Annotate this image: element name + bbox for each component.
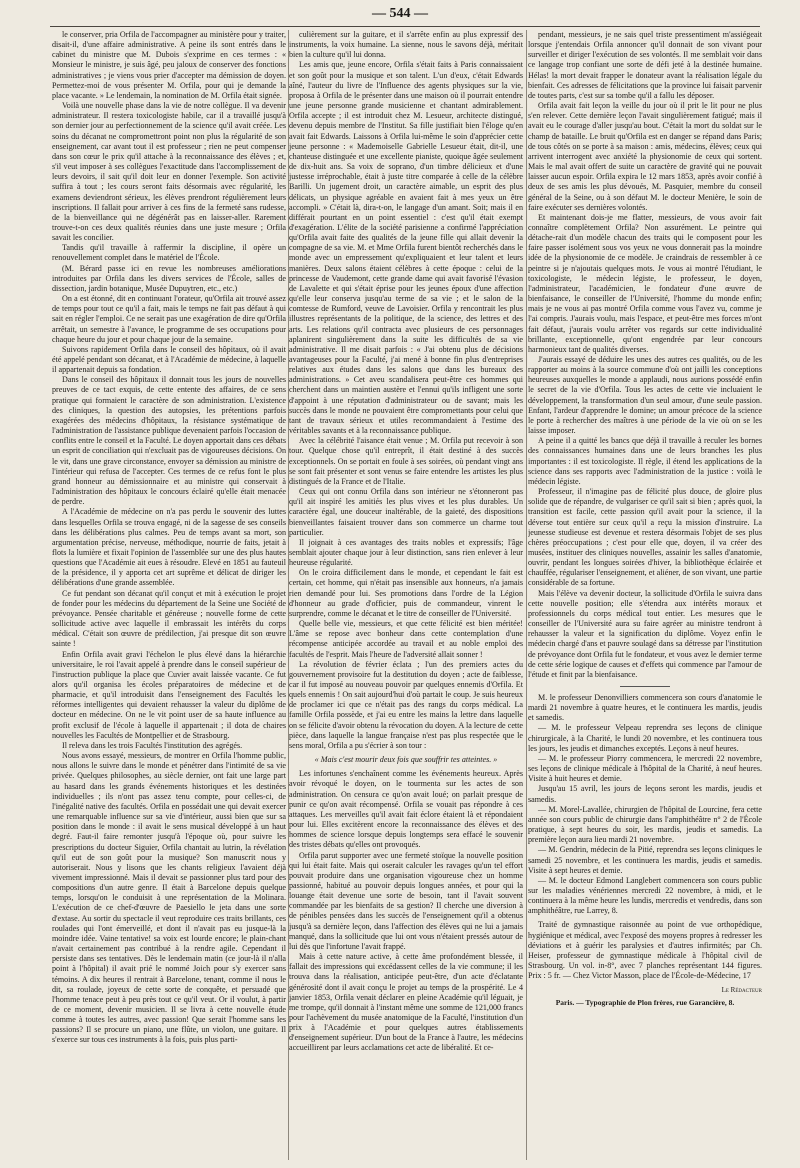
column-3 (528, 30, 762, 1162)
paragraph: Les infortunes s'enchaînent comme les événements heureux. Après avoir révoqué le doyen, on le tourmenta sur les actes de son administration. On censura ce qu'on avait loué; on parlait presque de punir ce qu'on avait récompensé. Orfila se vouait pas répondre à ces attaques. Les merveilles qu'il avait fait éclore étaient là et répondaient pour lui. Elles excitèrent encore la reconnaissance des élèves et des hommes de science lorsque depuis longtemps sera effacé le souvenir des tristes débats qu'elles ont provoqués. (289, 769, 523, 850)
printer-line: Paris. — Typographie de Plon frères, rue Garancière, 8. (555, 997, 735, 1007)
paragraph: Il joignait à ces avantages des traits nobles et expressifs; l'âge semblait ajouter chaque jour à leur distinction, sans rien enlever à leur heureuse régularité. (289, 537, 523, 568)
notice: Jusqu'au 15 avril, les jours de leçons seront les mardis, jeudis et samedis. (528, 784, 762, 804)
notice: — M. le docteur Edmond Langlebert commencera son cours public sur les maladies vénériennes mercredi 22 novembre, à midi, et le continuera à la même heure les lundis, mercredis et vendredis, dans son amphithéâtre, rue Larrey, 8. (528, 875, 762, 916)
quotation: « Mais c'est mourir deux fois que souffrir tes atteintes. » (314, 755, 498, 765)
column-separator-2 (526, 30, 527, 1160)
paragraph: Mais à cette nature active, à cette âme profondément blessée, il fallait des impressions qui excédassent celles de la vie commune; il les trouva dans la réalisation, anticipée peut-être, d'un acte d'éclatante générosité dont il avait conçu le projet au temps de la prospérité. Le 4 janvier 1853, Orfila venait déclarer en pleine Académie qu'il léguait, je me trompe, qu'il donnait à l'instant même une somme de 121,000 francs pour l'achèvement du musée anatomique de la Faculté, l'institution d'un prix à l'Académie et pour quelques autres établissements d'enseignement supérieur. D'un bout de la France à l'autre, les médecins accueillirent par leurs acclamations cet acte de libéralité. Et ce- (289, 952, 523, 1053)
paragraph: Tandis qu'il travaille à raffermir la discipline, il opère un renouvellement complet dans le matériel de l'École. (52, 243, 286, 263)
paragraph: Orfila avait fait leçon la veille du jour où il prit le lit pour ne plus s'en relever. Cette dernière leçon l'avait singulièrement fatigué; mais il avait eu le courage d'aller jusqu'au bout. C'était la mort du soldat sur le champ de bataille. Le bruit qu'Orfila est en danger se répand dans Paris; de tous côtés on se porte à sa maison : amis, médecins, élèves; ceux qui arrivent interrogent avec anxiété la physionomie de ceux qui sortent. Mais le mal avait offert de suite un caractère de gravité qui ne pouvait laisser aucun espoir. Orfila expira le 12 mars 1853, après avoir confié à deux de ses amis les plus dévoués, M. Pasquier, membre du conseil général de la Seine, ou à son défaut M. le docteur Menière, le soin de faire exécuter ses dernières volontés. (528, 101, 762, 212)
paragraph: Nous avons essayé, messieurs, de montrer en Orfila l'homme public, nous allons le suivre dans le monde et pénétrer dans l'intimité de sa vie privée. Quelques philosophes, au siècle dernier, ont fait une large part au hasard dans les grands événements historiques et les destinées individuelles ; ils n'ont pas assez tenu compte, pour celles-ci, de l'inégalité native des facultés. Orfila en possédait une qui devait exercer une remarquable influence sur sa vie d'intérieur, aussi bien que sur sa position dans le monde : il avait le sens musical développé à un haut degré. Faut-il faire remonter jusqu'à l'époque où, pour suivre les prescriptions du docteur Siguier, Orfila chantait au lutrin, la révélation qu'il eut de son goût pour la musique? Son manuscrit nous y autoriserait. Nous y lisons que les chants religieux l'avaient déjà vivement impressionné. Mais il devait se passionner plus tard pour des compositions d'un autre genre. Il était à Barcelone depuis quelque temps, lorsqu'on le conduisit à une représentation de la Molinara. L'exécution de ce chef-d'œuvre de Paesiello le jeta dans une sorte d'extase. Au sortir du spectacle il veut reproduire ces traits brillants, ces roulades qui l'ont émerveillé, et dont il n'avait pas eu jusque-là la moindre idée. Vaine tentative! sa voix est lourde encore; le plain-chant n'avait certainement pas contribué à la rendre agile. Cependant il persiste dans ses tentatives. Dès le lendemain matin (ce jour-là il n'alla point à l'hôpital) il avait prié le nommé Joich pour s'y exercer sans témoins. A dix heures il rentrait à Barcelone, tenant, comme il nous le dit, sa roulade, joyeux de cette sorte de conquête, et persuadé que l'homme tenace peut à peu près tout ce qu'il veut. Or il voulut, à partir de ce moment, devenir musicien. Il se livra à cette nouvelle étude comme à toutes les autres, avec passion! Que serait l'homme sans les passions? Il se procure un piano, une flûte, un violon, une guitare. Il s'exerce sur tous ces instruments à la fois, puis plus parti- (52, 751, 286, 1045)
notice: — M. le professeur Velpeau reprendra ses leçons de clinique chirurgicale, à la Charité, le lundi 20 novembre, et les continuera tous les jours, les jeudis et dimanches exceptés. Leçons à neuf heures. (528, 723, 762, 753)
paragraph: Quelle belle vie, messieurs, et que cette félicité est bien méritée! L'âme se repose avec bonheur dans cette contemplation d'une récompense anticipée accordée au travail et au noble emploi des facultés de l'esprit. Mais l'heure de l'adversité allait sonner ! (289, 619, 523, 659)
paragraph: (M. Bérard passe ici en revue les nombreuses améliorations introduites par Orfila dans les divers services de l'École, salles de dissection, jardin botanique, Musée Dupuytren, etc., etc.) (52, 263, 286, 293)
paragraph: J'aurais essayé de déduire les unes des autres ces qualités, ou de les rapporter au moins à la source commune d'où ont jailli les conceptions heureuses auxquelles le monde a applaudi, nous aurions possédé enfin le secret de la vie d'Orfila. Tous les actes de cette vie incluaient le développement, la transformation d'un seul amour, d'une seule passion. Enfant, l'ardeur d'apprendre le domine; un amour précoce de la science le porte à rechercher des maîtres à une période de la vie où on se les laisse imposer. (528, 355, 762, 436)
paragraph: Professeur, il n'imagine pas de félicité plus douce, de gloire plus solide que de répandre, de vulgariser ce qu'il sait si bien ; après quoi, la transition est facile, cette passion qu'il avait pour la science, il la déverse tout entière sur ceux qu'il a reçu la mission d'instruire. La jeunesse studieuse est devenue et restera désormais l'objet de ses plus chères préoccupations ; c'est pour elle que, doyen, il va créer des musées, instituer des cliniques nouvelles, assainir les salles d'anatomie, ouvrir, pendant les longues soirées d'hiver, la bibliothèque éclairée et chauffée, régulariser l'enseignement, et aliéner, de son vivant, une partie considérable de sa fortune. (528, 487, 762, 588)
column-1 (52, 30, 286, 1162)
header-rule (50, 26, 760, 27)
paragraph: Suivons rapidement Orfila dans le conseil des hôpitaux, où il avait été appelé pendant son décanat, et à l'Académie de médecine, à laquelle il appartenait depuis sa fondation. (52, 344, 286, 375)
section-divider (620, 686, 670, 687)
paragraph: Il releva dans les trois Facultés l'institution des agrégés. (62, 740, 243, 750)
paragraph: Enfin Orfila avait gravi l'échelon le plus élevé dans la hiérarchie universitaire, le roi l'avait appelé à prendre dans le conseil supérieur de l'instruction publique la place que Cuvier avait laissée vacante. Ce fut alors qu'il organisa les écoles préparatoires de médecine et de pharmacie, et qu'il introduisit dans l'enseignement des Facultés les réformes intelligentes qui devaient rehausser la valeur du diplôme de docteur en médecine. On ne le vit point user de sa haute influence au profit exclusif de l'école à laquelle il appartenait ; il dota de chaires nouvelles les Facultés de Montpellier et de Strasbourg. (52, 649, 286, 740)
paragraph: Voilà une nouvelle phase dans la vie de notre collègue. Il va devenir administrateur. Il restera toxicologiste habile, car il a travaillé jusqu'à son dernier jour au perfectionnement de la science qu'il avait créée. Les soins du décanat ne compromettront point non plus la régularité de son enseignement, car avant tout il est professeur ; rien ne peut compenser dans son cœur le prix qu'il attache à la reconnaissance des élèves ; et, s'il veut imposer à ses collègues l'exactitude dans l'accomplissement de leurs devoirs, il sait qu'il doit leur en donner l'exemple. Son activité suffira à tout ; les cours seront faits désormais avec régularité, les examens deviendront sérieux, les élèves prendront régulièrement leurs inscriptions. Il fallait pour arriver à ces fins de la fermeté sans rudesse, de la bienveillance qui ne dégénérât pas en laisser-aller. Rarement trouve-t-on ces deux qualités réunies dans une juste mesure ; Orfila savait les concilier. (52, 101, 286, 243)
paragraph: Les amis que, jeune encore, Orfila s'était faits à Paris connaissaient et son goût pour la musique et son talent. L'un d'eux, c'était Edwards aîné, l'auteur du livre de l'Influence des agents physiques sur la vie, proposa à Orfila de le présenter dans une maison où il pourrait entendre une jeune personne grande musicienne et chantant admirablement. Orfila accepte ; il est introduit chez M. Lesueur, architecte distingué, devenu depuis membre de l'Institut. Sa fille justifiait bien l'éloge qu'en avait fait Edwards. Laissons à Orfila lui-même le soin d'apprécier cette jeune personne : « Mademoiselle Gabrielle Lesueur était, dit-il, une chanteuse distinguée et une excellente pianiste, quoique âgée seulement de dix-huit ans. Sa voix de soprano, d'un timbre délicieux et d'une justesse irréprochable, était à juste titre comparée à celle de la célèbre Barilli. Un jugement droit, un caractère aimable, un esprit des plus délicats, un physique agréable en avaient fait à mes yeux un être accompli. » C'était là, dira-t-on, le langage d'un amant. Soit; mais il en différait pourtant en un point essentiel : c'est qu'il était exempt d'exagération. L'élite de la société parisienne a confirmé l'appréciation qu'Orfila avait faite des qualités de la jeune fille qui allait devenir la compagne de sa vie. M. et Mme Orfila furent bientôt recherchés dans le monde avec un empressement qu'expliquaient et leur talent et leurs manières. Deux salons étaient célèbres à cette époque : celui de la princesse de Vaudemont, cette grande dame qui avait favorisé l'évasion de Lavalette et qui s'était éprise pour les jeunes époux d'une affection qu'elle leur conserva jusqu'au terme de sa vie ; et le salon de la comtesse de Rumford, veuve de Lavoisier. Orfila y rencontrait les plus illustres représentants de la politique, de la science, des lettres et des arts. Les relations qu'il contracta avec plusieurs de ces personnages aplanirent singulièrement dans la suite les difficultés de sa vie administrative. Il me disait parfois : « J'ai obtenu plus de décisions avantageuses pour la Faculté, j'ai mené à bonne fin plus d'entreprises relatives aux études dans les salons que dans les bureaux des administrations. » Cet aveu scandalisera peut-être ces hommes qui cherchent dans un maintien austère et l'ennui qu'ils infligent une sorte d'appoint à une réputation d'administrateur ou de savant; mais les succès dans le monde ne pouvaient être compromettants pour celui que tant de travaux sérieux et utiles recommandaient à l'estime des véritables savants et à la reconnaissance publique. (289, 60, 523, 436)
paragraph: A l'Académie de médecine on n'a pas perdu le souvenir des luttes dans lesquelles Orfila se trouva engagé, ni de la sagesse de ses conseils dans les délibérations plus calmes. Peu de temps avant sa mort, son argumentation précise, nerveuse, méthodique, nourrie de faits, jetait à flots la lumière et fixait l'opinion de l'assemblée sur une des plus hautes questions que l'Académie ait eues à résoudre. Elevé en 1851 au fauteuil de la présidence, il y apporta cet art suprême et délicat de diriger les délibérations d'une grande assemblée. (52, 507, 286, 588)
paragraph: Avec la célébrité l'aisance était venue ; M. Orfila put recevoir à son tour. Quelque chose qu'il entreprît, il était destiné à des succès exceptionnels. On se portait en foule à ses soirées, où pendant vingt ans se sont fait présenter et sont venus se faire entendre les artistes les plus distingués de la France et de l'Italie. (289, 436, 523, 486)
paragraph: On a est étonné, dit en continuant l'orateur, qu'Orfila ait trouvé assez de temps pour tout ce qu'il a fait, mais le temps ne fait pas défaut à qui sait en régler l'emploi. Ce ne serait pas une exagération de dire qu'Orfila arrêtait, un semestre à l'avance, le programme de ses occupations pour chaque heure du jour et pour chaque jour de la semaine. (52, 294, 286, 344)
signature: Le Rédacteur (721, 986, 762, 995)
paragraph: Ce fut pendant son décanat qu'il conçut et mit à exécution le projet de fonder pour les médecins du département de la Seine une Société de prévoyance. Pensée charitable et généreuse ; nouvelle forme de cette sollicitude active avec laquelle il embrassait les intérêts du corps médical. C'était son œuvre de prédilection, j'ai presque dit son œuvre sainte ! (52, 588, 286, 649)
paragraph: Ceux qui ont connu Orfila dans son intérieur ne s'étonneront pas qu'il ait inspiré les amitiés les plus vives et les plus durables. Un caractère égal, une douceur inaltérable, de la gaieté, des dispositions bienveillantes faisaient trouver dans son commerce un charme tout particulier. (289, 487, 523, 537)
paragraph: le conserver, pria Orfila de l'accompagner au ministère pour y traiter, disait-il, d'une affaire administrative. A peine ils sont entrés dans le cabinet du ministre que M. Dubois s'exprime en ces termes : « Monsieur le ministre, je suis âgé, peu jaloux de conserver des fonctions administratives ; je viens vous prier d'accepter ma démission de doyen. Permettez-moi de vous présenter M. Orfila, pour qui je demande la place vacante. » Le lendemain, la nomination de M. Orfila était signée. (52, 30, 286, 100)
page-number: — 544 — (372, 6, 428, 21)
paragraph: culièrement sur la guitare, et il s'arrête enfin au plus expressif des instruments, la voix humaine. La sienne, nous le savons déjà, méritait bien la culture qu'il lui donna. (289, 30, 523, 60)
paragraph: Mais l'élève va devenir docteur, la sollicitude d'Orfila le suivra dans cette nouvelle position; elle s'étendra aux intérêts moraux et professionnels du corps médical tout entier. Les mesures que le conseiller de l'Université aura su faire agréer au ministre tendront à rehausser la valeur et la signification du diplôme. Voyez enfin le médecin chargé d'ans et pauvre soulagé dans sa détresse par l'institution de prévoyance dont Orfila fut le fondateur, et vous avez le dernier terme de cette série logique de causes et d'effets qui commence par l'amour de l'étude et finit par la bienfaisance. (528, 588, 762, 679)
notice: — M. Gendrin, médecin de la Pitié, reprendra ses leçons cliniques le samedi 25 novembre, et les continuera les mardis, jeudis et samedis. Visite à sept heures et demie. (528, 845, 762, 875)
notice: — M. Morel-Lavallée, chirurgien de l'hôpital de Lourcine, fera cette année son cours public de chirurgie dans l'amphithéâtre n° 2 de l'École pratique, à sept heures du soir, les mardis, jeudis et samedis. La première leçon aura lieu mardi 21 novembre. (528, 804, 762, 845)
paragraph: A peine il a quitté les bancs que déjà il travaille à reculer les bornes des connaissances humaines dans une de leurs branches les plus importantes : il est toxicologiste. Il règle, il étend les applications de la science dans ses rapports avec l'administration de la justice : voilà le médecin légiste. (528, 436, 762, 486)
paragraph: La révolution de février éclata ; l'un des premiers actes du gouvernement provisoire fut la destitution du doyen ; acte de faiblesse, car il fut imposé au nouveau pouvoir par quelques ennemis d'Orfila. Et quels ennemis ! On sait aujourd'hui d'où partait le coup. Je suis heureux de proclamer ici que ce n'était pas des rangs du corps médical. La famille Orfila possède, et j'ai eu entre les mains la lettre dans laquelle on se félicite d'avoir obtenu la révocation du doyen. A la lecture de cette pièce, dans laquelle la langue française n'est pas plus respectée que le sens moral, Orfila a pu s'écrier à son tour : (289, 659, 523, 750)
column-2 (289, 30, 523, 1162)
paragraph: Dans le conseil des hôpitaux il donnait tous les jours de nouvelles preuves de ce tact exquis, de cette entente des affaires, de ce sens pratique qui formaient le caractère de son administration. L'existence des cliniques, la question des autopsies, les prétentions parfois exagérées des médecins d'hôpitaux, la résistance systématique de l'administration de l'assistance publique devenaient parfois l'occasion de conflits entre le conseil et la Faculté. Le doyen apportait dans ces débats un esprit de conciliation qui n'excluait pas de vigoureuses décisions. On le vit, dans une grave circonstance, envoyer sa démission au ministre de l'intérieur qui refusa de l'accepter. Ces termes de ce refus font le plus grand honneur au démissionnaire et au ministre qui conservait à l'administration des hôpitaux le concours éclairé qu'elle était menacée de perdre. (52, 375, 286, 507)
advertisement: Traité de gymnastique raisonnée au point de vue orthopédique, hygiénique et médical, avec l'exposé des moyens propres à redresser les déviations et à guérir les paralysies et d'autres infirmités; par Ch. Heiser, professeur de gymnastique médicale à l'hôpital civil de Strasbourg. Un vol. in-8°, avec 7 planches représentant 144 figures. Prix : 5 fr. — Chez Victor Masson, place de l'École-de-Médecine, 17 (528, 920, 762, 981)
paragraph: Et maintenant dois-je me flatter, messieurs, de vous avoir fait connaître complètement Orfila? Non assurément. Le peintre qui détache-rait d'un modèle chacun des traits qui le composent pour les faire passer isolément sous vos yeux ne vous donnerait pas la moindre idée de la physionomie de ce modèle. Je craindrais de ressembler à ce peintre si je n'ajoutais quelques mots. Je vous ai montré l'étudiant, le toxicologiste, le médecin légiste, le professeur, le doyen, l'administrateur, l'académicien, le fondateur d'une œuvre de bienfaisance, le conseiller de l'Université, l'homme du monde enfin; mais je ne vous ai pas montré Orfila comme vous l'avez vu, comme je l'ai compris. J'aurais voulu, mais l'espace, et peut-être mes forces m'ont fait défaut, j'aurais voulu arrêter vos regards sur cette individualité brillante, exceptionnelle, qu'ont engendrée par leur concours harmonieux tant de qualités diverses. (528, 212, 762, 354)
notice: M. le professeur Denonvilliers commencera son cours d'anatomie le mardi 21 novembre à quatre heures, et le continuera les mardis, jeudis et samedis. (528, 693, 762, 723)
paragraph: pendant, messieurs, je ne sais quel triste pressentiment m'assiégeait lorsque j'entendais Orfila annoncer qu'il donnait de son vivant pour surveiller et diriger l'exécution de ses volontés. Il me semblait voir dans ce langage trop confiant une sorte de défi jeté à la destinée humaine. Hélas! la mort devait frapper le donateur avant la réalisation légale du bienfait. Ces adresses de félicitations que la province lui faisait parvenir de toutes parts, c'est sur sa tombe qu'il a fallu les déposer. (528, 30, 762, 100)
paragraph: On le croira difficilement dans le monde, et cependant le fait est certain, cet homme, qui n'était pas insensible aux honneurs, n'a jamais rien demandé pour lui. Ses promotions dans l'ordre de la Légion d'honneur au grade d'officier, puis de commandeur, vinrent le surprendre, comme le décanat et le titre de conseiller de l'Université. (289, 568, 523, 618)
notice: — M. le professeur Piorry commencera, le mercredi 22 novembre, ses leçons de clinique médicale à l'hôpital de la Charité, à neuf heures. Visite à huit heures et demie. (528, 753, 762, 784)
paragraph: Orfila parut supporter avec une fermeté stoïque la nouvelle position qui lui était faite. Mais qui oserait calculer les ravages qu'un tel effort pouvait produire dans une organisation vigoureuse chez un homme passionné, habitué au pouvoir depuis longues années, et pour qui la louange était devenue une sorte de besoin, tant il l'avait souvent commandée par les bienfaits de sa gestion? Il cherche une diversion à de pénibles pensées dans les succès de l'enseignement qu'il a obtenus jusqu'à sa dernière leçon, dans l'affection des élèves qui ne lui a jamais manqué, dans la sollicitude que lui ont vous n'étaient pressés autour de lui dès que l'infortune l'avait frappé. (289, 850, 523, 951)
